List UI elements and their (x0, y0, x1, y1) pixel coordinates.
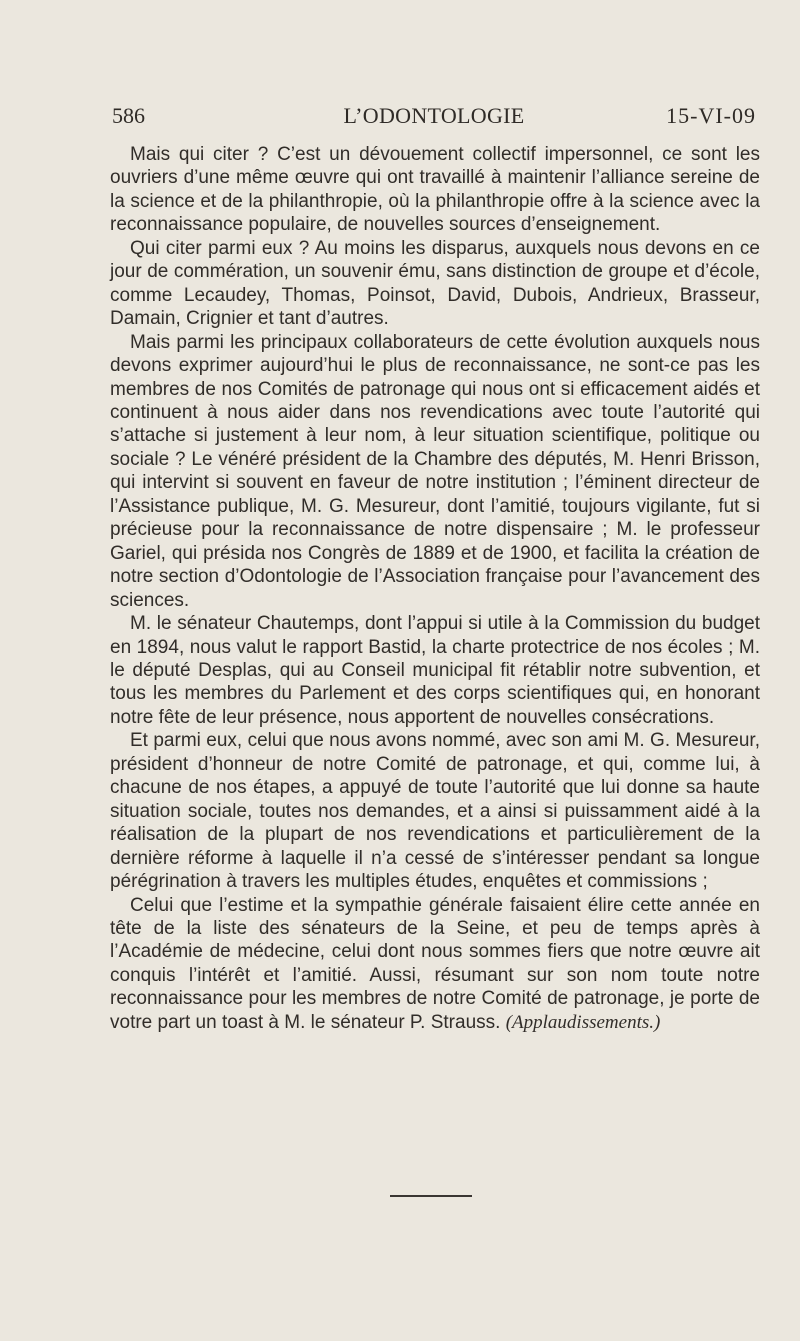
paragraph: Mais qui citer ? C’est un dévouement collectif impersonnel, ce sont les ouvriers d’une même œuvre qui ont travaillé à maintenir l’alliance sereine de la science et de la philanthropie, où la philanthropie offre à la science avec la reconnaissance populaire, de nouvelles sources d’enseignement. (110, 144, 760, 236)
closing-rule (390, 1195, 472, 1197)
paragraph: Et parmi eux, celui que nous avons nommé, avec son ami M. G. Mesureur, président d’honneur de notre Comité de patronage, et qui, comme lui, à chacune de nos étapes, a appuyé de toute l’autorité que lui donne sa haute situation sociale, toutes nos demandes, et a ainsi si puissamment aidé à la réalisation de la plupart de nos revendications et particulièrement de la dernière réforme à laquelle il n’a cessé de s’intéresser pendant sa longue pérégrination à travers les multiples études, enquêtes et commissions ; (110, 730, 760, 893)
paragraph-final (110, 894, 760, 1035)
paragraph: M. le sénateur Chautemps, dont l’appui si utile à la Commission du budget en 1894, nous valut le rapport Bastid, la charte protectrice de nos écoles ; M. le député Desplas, qui au Conseil municipal fit rétablir notre subvention, et tous les membres du Parlement et des corps scientifiques qui, en honorant notre fête de leur présence, nous apportent de nouvelles consécrations. (110, 613, 760, 728)
journal-title: L’ODONTOLOGIE (343, 103, 525, 128)
page-header (112, 103, 756, 133)
issue-date: 15-VI-09 (666, 103, 756, 128)
applause-note: (Applaudissements.) (505, 1011, 661, 1033)
paragraph-final-text: Celui que l’estime et la sympathie générale faisaient élire cette année en tête de la liste des sénateurs de la Seine, et peu de temps après à l’Académie de médecine, celui dont nous sommes fiers que notre œuvre ait conquis l’intérêt et l’amitié. Aussi, résumant sur son nom toute notre reconnaissance pour les membres de notre Comité de patronage, je porte de votre part un toast à M. le sénateur P. Strauss. (110, 894, 760, 1033)
paragraph: Mais parmi les principaux collaborateurs de cette évolution auxquels nous devons exprimer aujourd’hui le plus de reconnaissance, ne sont-ce pas les membres de nos Comités de patronage qui nous ont si efficacement aidés et continuent à nous aider dans nos revendications avec toute l’autorité qui s’attache si justement à leur nom, à leur situation scientifique, politique ou sociale ? Le vénéré président de la Chambre des députés, M. Henri Brisson, qui intervint si souvent en faveur de notre institution ; l’éminent directeur de l’Assistance publique, M. G. Mesureur, dont l’amitié, toujours vigilante, fut si précieuse pour la reconnaissance de notre dispensaire ; M. le professeur Gariel, qui présida nos Congrès de 1889 et de 1900, et facilita la création de notre section d’Odontologie de l’Association française pour l’avancement des sciences. (110, 331, 760, 611)
body-text (110, 143, 760, 1034)
page-number: 586 (112, 103, 145, 128)
paragraph: Qui citer parmi eux ? Au moins les disparus, auxquels nous devons en ce jour de commération, un souvenir ému, sans distinction de groupe et d’école, comme Lecaudey, Thomas, Poinsot, David, Dubois, Andrieux, Brasseur, Damain, Crignier et tant d’autres. (110, 237, 760, 330)
